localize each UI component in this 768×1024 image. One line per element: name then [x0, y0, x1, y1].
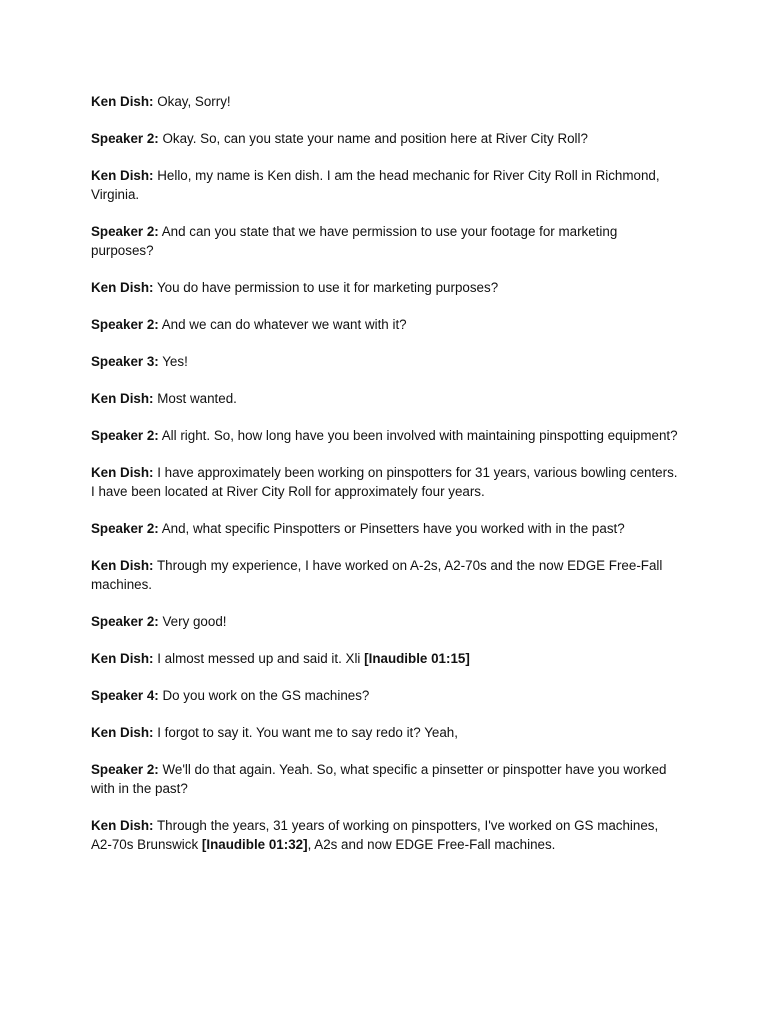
inaudible-marker: [Inaudible 01:15] [364, 651, 470, 666]
transcript-entry [91, 816, 679, 854]
utterance-text: I almost messed up and said it. Xli [153, 651, 365, 666]
transcript-entry [91, 166, 679, 204]
transcript-entry [91, 389, 679, 408]
transcript-entry [91, 760, 679, 798]
speaker-name: Ken Dish: [91, 391, 154, 406]
speaker-name: Speaker 3: [91, 354, 159, 369]
utterance-text: You do have permission to use it for marketing purposes? [153, 280, 499, 295]
utterance-text: Hello, my name is Ken dish. I am the head mechanic for River City Roll in Richmond, Virginia. [91, 168, 660, 202]
utterance-text: All right. So, how long have you been involved with maintaining pinspotting equipment? [158, 428, 678, 443]
utterance-text: , A2s and now EDGE Free-Fall machines. [307, 837, 556, 852]
utterance-text: Through the years, 31 years of working on pinspotters, I've worked on GS machines, A2-70s Brunswick [91, 818, 659, 852]
transcript-page [91, 92, 679, 872]
speaker-name: Speaker 2: [91, 317, 159, 332]
transcript-entry [91, 686, 679, 705]
transcript-entry [91, 129, 679, 148]
utterance-text: Yes! [158, 354, 188, 369]
speaker-name: Speaker 2: [91, 428, 159, 443]
speaker-name: Speaker 2: [91, 224, 159, 239]
speaker-name: Ken Dish: [91, 168, 154, 183]
utterance-text: And can you state that we have permission to use your footage for marketing purposes? [91, 224, 618, 258]
speaker-name: Ken Dish: [91, 818, 154, 833]
transcript-entry [91, 92, 679, 111]
speaker-name: Ken Dish: [91, 725, 154, 740]
transcript-entry [91, 556, 679, 594]
utterance-text: Through my experience, I have worked on A-2s, A2-70s and the now EDGE Free-Fall machines. [91, 558, 663, 592]
speaker-name: Speaker 2: [91, 521, 159, 536]
speaker-name: Speaker 2: [91, 131, 159, 146]
utterance-text: I forgot to say it. You want me to say redo it? Yeah, [153, 725, 458, 740]
transcript-entry [91, 649, 679, 668]
utterance-text: Okay. So, can you state your name and position here at River City Roll? [158, 131, 588, 146]
speaker-name: Ken Dish: [91, 94, 154, 109]
utterance-text: Very good! [158, 614, 227, 629]
speaker-name: Ken Dish: [91, 558, 154, 573]
transcript-entry [91, 463, 679, 501]
transcript-entry [91, 315, 679, 334]
inaudible-marker: [Inaudible 01:32] [201, 837, 308, 852]
speaker-name: Speaker 4: [91, 688, 159, 703]
transcript-entry [91, 519, 679, 538]
speaker-name: Ken Dish: [91, 280, 154, 295]
speaker-name: Ken Dish: [91, 651, 154, 666]
speaker-name: Speaker 2: [91, 614, 159, 629]
transcript-entry [91, 426, 679, 445]
transcript-entry [91, 278, 679, 297]
speaker-name: Ken Dish: [91, 465, 154, 480]
utterance-text: And we can do whatever we want with it? [158, 317, 407, 332]
speaker-name: Speaker 2: [91, 762, 159, 777]
transcript-entry [91, 352, 679, 371]
utterance-text: Most wanted. [153, 391, 237, 406]
utterance-text: We'll do that again. Yeah. So, what specific a pinsetter or pinspotter have you worked with in the past? [91, 762, 667, 796]
transcript-entry [91, 723, 679, 742]
utterance-text: I have approximately been working on pinspotters for 31 years, various bowling centers. I have been located at River City Roll for approximately four years. [91, 465, 678, 499]
utterance-text: Do you work on the GS machines? [158, 688, 370, 703]
utterance-text: Okay, Sorry! [153, 94, 231, 109]
transcript-entry [91, 612, 679, 631]
utterance-text: And, what specific Pinspotters or Pinsetters have you worked with in the past? [158, 521, 625, 536]
transcript-entry [91, 222, 679, 260]
